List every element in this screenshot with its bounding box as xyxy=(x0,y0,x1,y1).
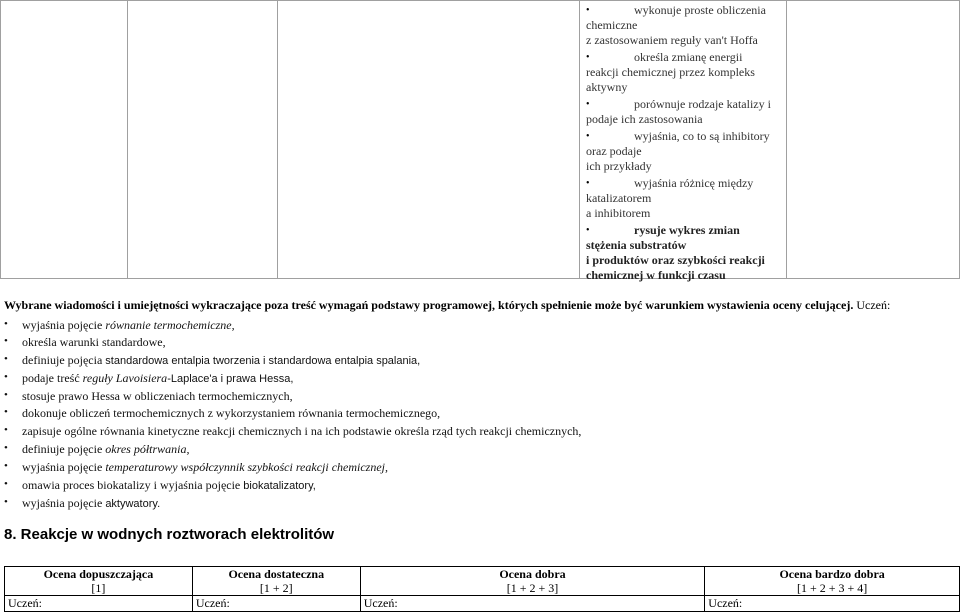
grades-table xyxy=(4,566,960,612)
table-cell xyxy=(786,0,960,279)
bullet-icon: • xyxy=(4,389,8,401)
requirement-line: chemicznej w funkcji czasu xyxy=(586,268,726,282)
list-item-text: omawia proces biokatalizy i wyjaśnia pojęcie biokatalizatory, xyxy=(22,478,316,492)
grade-header: Ocena dostateczna [1 + 2] xyxy=(192,567,360,596)
requirement-line: a inhibitorem xyxy=(586,206,651,220)
requirement-line: aktywny xyxy=(586,80,628,94)
grade-cell: Uczeń: xyxy=(360,596,705,612)
bullet-icon: • xyxy=(4,424,8,436)
grade-header: Ocena dopuszczająca [1] xyxy=(5,567,193,596)
list-item-text: podaje treść reguły Lavoisiera-Laplace'a i prawa Hessa, xyxy=(22,371,294,385)
requirement-item xyxy=(586,50,782,95)
bullet-icon: • xyxy=(586,52,590,63)
list-item-text: wyjaśnia pojęcie temperaturowy współczynnik szybkości reakcji chemicznej, xyxy=(22,460,389,474)
bullet-icon: • xyxy=(4,406,8,418)
list-item-text: określa warunki standardowe, xyxy=(22,335,166,349)
bullet-icon: • xyxy=(4,496,8,508)
list-item-text: definiuje pojęcia standardowa entalpia tworzenia i standardowa entalpia spalania, xyxy=(22,353,421,367)
requirement-line: ich przykłady xyxy=(586,159,652,173)
requirement-line: podaje ich zastosowania xyxy=(586,112,703,126)
requirement-item xyxy=(586,223,782,283)
bullet-icon: • xyxy=(586,5,590,16)
section-heading: 8. Reakcje w wodnych roztworach elektrolitów xyxy=(4,526,335,543)
requirement-line: wyjaśnia, co to są inhibitory xyxy=(634,129,770,143)
list-item-text: stosuje prawo Hessa w obliczeniach termochemicznych, xyxy=(22,389,293,403)
table-cell xyxy=(277,0,580,279)
list-item-text: dokonuje obliczeń termochemicznych z wykorzystaniem równania termochemicznego, xyxy=(22,406,441,420)
requirement-item xyxy=(586,129,782,174)
bullet-icon: • xyxy=(4,353,8,365)
intro-tail: Uczeń: xyxy=(856,298,891,312)
requirement-line: i produktów oraz szybkości reakcji xyxy=(586,253,765,267)
bullet-icon: • xyxy=(4,442,8,454)
list-item-text: definiuje pojęcie okres półtrwania, xyxy=(22,442,190,456)
requirement-line: wykonuje proste obliczenia xyxy=(634,3,766,17)
list-item-text: zapisuje ogólne równania kinetyczne reakcji chemicznych i na ich podstawie określa rząd tych reakcji chemicznych, xyxy=(22,424,582,438)
bullet-icon: • xyxy=(586,225,590,236)
grade-cell: Uczeń: xyxy=(192,596,360,612)
grade-cell: Uczeń: xyxy=(5,596,193,612)
list-item-text: wyjaśnia pojęcie równanie termochemiczne, xyxy=(22,318,235,332)
bullet-icon: • xyxy=(4,478,8,490)
bullet-icon: • xyxy=(4,460,8,472)
requirement-line: rysuje wykres zmian xyxy=(634,223,740,237)
bullet-icon: • xyxy=(586,178,590,189)
grade-header: Ocena dobra [1 + 2 + 3] xyxy=(360,567,705,596)
bullet-icon: • xyxy=(4,371,8,383)
table-cell xyxy=(127,0,278,279)
requirement-line: reakcji chemicznej przez kompleks xyxy=(586,65,755,79)
bullet-icon: • xyxy=(586,99,590,110)
grade-cell: Uczeń: xyxy=(705,596,960,612)
grade-header: Ocena bardzo dobra [1 + 2 + 3 + 4] xyxy=(705,567,960,596)
requirement-item xyxy=(586,176,782,221)
bullet-icon: • xyxy=(586,131,590,142)
requirement-item xyxy=(586,97,782,127)
requirement-line: porównuje rodzaje katalizy i xyxy=(634,97,771,111)
requirement-line: określa zmianę energii xyxy=(634,50,743,64)
requirement-line: oraz podaje xyxy=(586,144,642,158)
list-item-text: wyjaśnia pojęcie aktywatory. xyxy=(22,496,161,510)
intro-paragraph xyxy=(4,298,956,313)
bullet-icon: • xyxy=(4,318,8,330)
requirement-line: stężenia substratów xyxy=(586,238,687,252)
requirement-line: katalizatorem xyxy=(586,191,652,205)
table-cell xyxy=(0,0,128,279)
bullet-icon: • xyxy=(4,335,8,347)
requirement-line: chemiczne xyxy=(586,18,638,32)
requirement-item xyxy=(586,3,782,48)
intro-bold: Wybrane wiadomości i umiejętności wykraczające poza treść wymagań podstawy programowej, których spełnienie może być warunkiem wystawienia oceny celującej. xyxy=(4,298,857,312)
requirement-line: wyjaśnia różnicę między xyxy=(634,176,754,190)
requirement-line: z zastosowaniem reguły van't Hoffa xyxy=(586,33,758,47)
